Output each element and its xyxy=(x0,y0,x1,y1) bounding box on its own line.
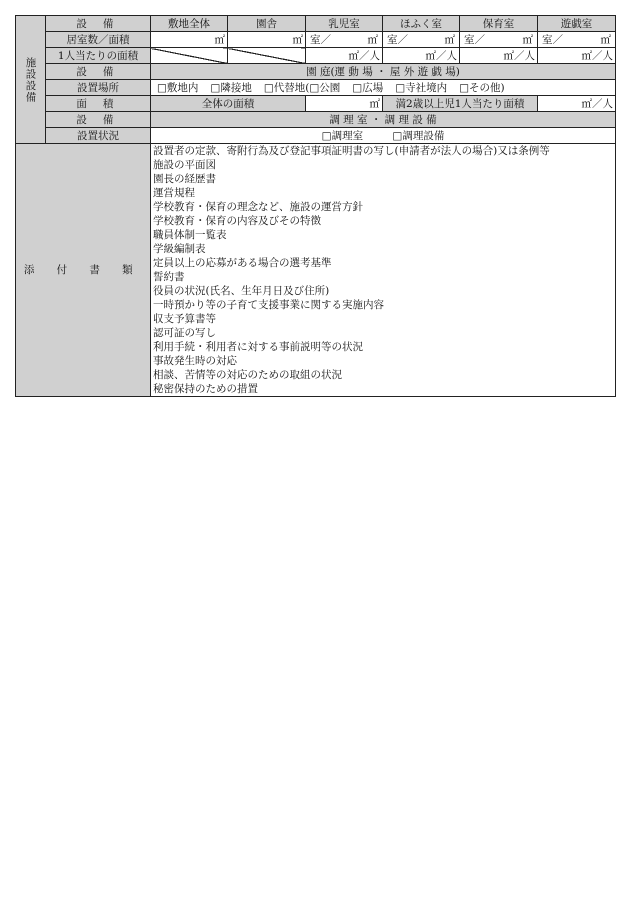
attachment-item: 運営規程 xyxy=(153,187,195,199)
attachment-item: 設置者の定款、寄附行為及び登記事項証明書の写し(申請者が法人の場合)又は条例等 xyxy=(153,145,550,157)
attachment-item: 収支予算書等 xyxy=(153,313,216,325)
garden-title: 園 庭(運 動 場 ・ 屋 外 遊 戯 場) xyxy=(151,64,616,80)
per-person-row xyxy=(16,48,616,64)
attachment-item: 秘密保持のための措置 xyxy=(153,383,258,395)
yugishitsu-field[interactable] xyxy=(538,32,616,48)
nyujishitsu-per-person-field[interactable]: ㎡／人 xyxy=(306,48,383,64)
attachment-item: 施設の平面図 xyxy=(153,159,216,171)
over2-area-field[interactable]: ㎡／人 xyxy=(538,96,616,112)
checkbox-rinsetsuchi[interactable]: □隣接地 xyxy=(210,81,252,94)
garden-location-row xyxy=(16,80,616,96)
kitchen-setsubi-label: 設 備 xyxy=(46,112,151,128)
room-unit: ㎡ xyxy=(522,33,533,46)
checkbox-shikichinai[interactable]: □敷地内 xyxy=(157,81,199,94)
checkbox-chorishitsu[interactable]: □調理室 xyxy=(321,129,364,142)
hofukushitsu-field[interactable] xyxy=(383,32,460,48)
attachments-list xyxy=(151,144,616,397)
checkbox-hiroba[interactable]: □広場 xyxy=(352,81,384,94)
setsubi-header: 設 備 xyxy=(46,16,151,32)
checkbox-sonota[interactable]: □その他) xyxy=(459,81,505,94)
col-header-nyujishitsu: 乳児室 xyxy=(306,16,383,32)
attachment-item: 利用手続・利用者に対する事前説明等の状況 xyxy=(153,341,363,353)
room-unit: ㎡ xyxy=(600,33,611,46)
attachment-item: 学校教育・保育の理念など、施設の運営方針 xyxy=(153,201,363,213)
facility-form xyxy=(15,15,615,397)
attachment-item: 認可証の写し xyxy=(153,327,216,339)
garden-area-label: 面 積 xyxy=(46,96,151,112)
checkbox-daitaichi-koen[interactable]: □代替地(□公園 xyxy=(263,81,341,94)
room-count-row xyxy=(16,32,616,48)
kitchen-title: 調 理 室 ・ 調 理 設 備 xyxy=(151,112,616,128)
header-row xyxy=(16,16,616,32)
kitchen-status-label: 設置状況 xyxy=(46,128,151,144)
col-header-shikichi: 敷地全体 xyxy=(151,16,228,32)
attachment-item: 事故発生時の対応 xyxy=(153,355,237,367)
col-header-hoikushitsu: 保育室 xyxy=(460,16,538,32)
attachment-item: 誓約書 xyxy=(153,271,185,283)
checkbox-chori-setsubi[interactable]: □調理設備 xyxy=(392,129,445,142)
nyujishitsu-field[interactable] xyxy=(306,32,383,48)
col-header-yugishitsu: 遊戯室 xyxy=(538,16,616,32)
total-area-field[interactable]: ㎡ xyxy=(306,96,383,112)
ensha-area-field[interactable]: ㎡ xyxy=(228,32,306,48)
room-count-label: 居室数／面積 xyxy=(46,32,151,48)
yugishitsu-per-person-field[interactable]: ㎡／人 xyxy=(538,48,616,64)
checkbox-jisha-keidai[interactable]: □寺社境内 xyxy=(395,81,448,94)
garden-location-label: 設置場所 xyxy=(46,80,151,96)
shikichi-area-field[interactable]: ㎡ xyxy=(151,32,228,48)
room-prefix: 室／ xyxy=(387,33,408,46)
ensha-per-person-na xyxy=(228,48,306,64)
total-area-label: 全体の面積 xyxy=(151,96,306,112)
room-prefix: 室／ xyxy=(542,33,563,46)
shikichi-per-person-na xyxy=(151,48,228,64)
section-label: 施設設備 xyxy=(16,16,46,144)
room-prefix: 室／ xyxy=(310,33,331,46)
facility-table xyxy=(15,15,616,144)
kitchen-status-options xyxy=(151,128,616,144)
room-unit: ㎡ xyxy=(444,33,455,46)
col-header-hofukushitsu: ほふく室 xyxy=(383,16,460,32)
hofukushitsu-per-person-field[interactable]: ㎡／人 xyxy=(383,48,460,64)
attachment-item: 定員以上の応募がある場合の選考基準 xyxy=(153,257,332,269)
attachment-item: 学校教育・保育の内容及びその特徴 xyxy=(153,215,321,227)
garden-area-row xyxy=(16,96,616,112)
attachment-item: 役員の状況(氏名、生年月日及び住所) xyxy=(153,285,330,297)
room-unit: ㎡ xyxy=(367,33,378,46)
attachment-item: 園長の経歴書 xyxy=(153,173,216,185)
attachment-item: 学級編制表 xyxy=(153,243,206,255)
kitchen-status-row xyxy=(16,128,616,144)
attachments-table xyxy=(15,143,616,397)
over2-area-label: 満2歳以上児1人当たり面積 xyxy=(383,96,538,112)
garden-setsubi-label: 設 備 xyxy=(46,64,151,80)
attachments-label: 添 付 書 類 xyxy=(16,144,151,397)
col-header-ensha: 園舎 xyxy=(228,16,306,32)
attachment-item: 一時預かり等の子育て支援事業に関する実施内容 xyxy=(153,299,384,311)
attachment-item: 相談、苦情等の対応のための取組の状況 xyxy=(153,369,342,381)
hoikushitsu-per-person-field[interactable]: ㎡／人 xyxy=(460,48,538,64)
hoikushitsu-field[interactable] xyxy=(460,32,538,48)
garden-header-row xyxy=(16,64,616,80)
per-person-label: 1人当たりの面積 xyxy=(46,48,151,64)
garden-location-options xyxy=(151,80,616,96)
kitchen-header-row xyxy=(16,112,616,128)
room-prefix: 室／ xyxy=(464,33,485,46)
attachment-item: 職員体制一覧表 xyxy=(153,229,227,241)
